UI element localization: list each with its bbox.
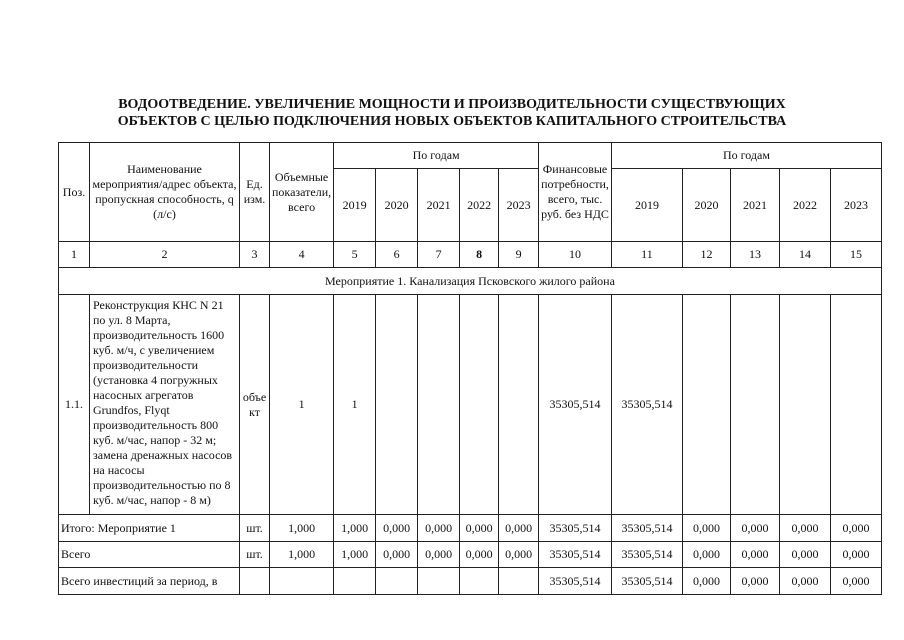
total-cell: 0,000	[779, 568, 830, 595]
col-number: 7	[418, 242, 460, 268]
col-number: 1	[59, 242, 90, 268]
total-cell: 0,000	[376, 542, 418, 568]
year-col: 2022	[460, 169, 499, 242]
table-row	[59, 295, 882, 515]
col-number: 3	[240, 242, 270, 268]
row-cell: 35305,514	[539, 295, 612, 515]
row-unit: объект	[240, 295, 270, 515]
total-cell: 0,000	[730, 568, 779, 595]
total-cell: 35305,514	[539, 515, 612, 542]
row-cell	[418, 295, 460, 515]
total-cell	[499, 568, 539, 595]
year-col: 2023	[499, 169, 539, 242]
header-name: Наименование мероприятия/адрес объекта, пропускная способность, q (л/с)	[90, 143, 240, 242]
col-number: 10	[539, 242, 612, 268]
title-line-2: ОБЪЕКТОВ С ЦЕЛЬЮ ПОДКЛЮЧЕНИЯ НОВЫХ ОБЪЕКТОВ КАПИТАЛЬНОГО СТРОИТЕЛЬСТВА	[117, 114, 787, 129]
row-cell: 35305,514	[611, 295, 682, 515]
total-label: Итого: Мероприятие 1	[59, 515, 240, 542]
total-cell	[334, 568, 376, 595]
total-cell: 0,000	[730, 542, 779, 568]
col-number: 11	[611, 242, 682, 268]
total-cell: 0,000	[376, 515, 418, 542]
total-cell: 0,000	[830, 542, 881, 568]
header-pos: Поз.	[59, 143, 90, 242]
year-col: 2019	[334, 169, 376, 242]
total-cell: 35305,514	[539, 568, 612, 595]
row-cell: 1	[334, 295, 376, 515]
header-finance: Финансовые потребности, всего, тыс. руб. без НДС	[539, 143, 612, 242]
total-cell: 1,000	[334, 515, 376, 542]
total-label: Всего	[59, 542, 240, 568]
total-row	[59, 515, 882, 542]
header-volume: Объемные показатели, всего	[270, 143, 334, 242]
total-cell: 35305,514	[611, 515, 682, 542]
document-title	[0, 96, 904, 130]
col-number: 14	[779, 242, 830, 268]
col-number: 5	[334, 242, 376, 268]
col-number: 12	[682, 242, 730, 268]
row-cell	[460, 295, 499, 515]
total-cell: 35305,514	[611, 542, 682, 568]
year-col: 2020	[376, 169, 418, 242]
total-cell: 0,000	[499, 542, 539, 568]
row-cell: 1	[270, 295, 334, 515]
year-col: 2023	[830, 169, 881, 242]
total-cell: 0,000	[830, 515, 881, 542]
row-cell	[499, 295, 539, 515]
investment-table	[58, 142, 882, 595]
total-cell: 35305,514	[539, 542, 612, 568]
header-by-years-1: По годам	[334, 143, 539, 169]
col-number: 4	[270, 242, 334, 268]
col-number: 9	[499, 242, 539, 268]
title-line-1: ВОДООТВЕДЕНИЕ. УВЕЛИЧЕНИЕ МОЩНОСТИ И ПРОИЗВОДИТЕЛЬНОСТИ СУЩЕСТВУЮЩИХ	[118, 97, 786, 112]
header-by-years-2: По годам	[611, 143, 881, 169]
total-cell: 0,000	[779, 515, 830, 542]
total-unit	[240, 568, 270, 595]
total-cell: 0,000	[460, 542, 499, 568]
total-row	[59, 542, 882, 568]
total-cell: 0,000	[730, 515, 779, 542]
col-number: 6	[376, 242, 418, 268]
total-cell: 0,000	[418, 542, 460, 568]
row-cell	[730, 295, 779, 515]
total-cell: 35305,514	[611, 568, 682, 595]
total-cell: 0,000	[418, 515, 460, 542]
total-cell	[270, 568, 334, 595]
total-cell: 1,000	[334, 542, 376, 568]
header-unit: Ед. изм.	[240, 143, 270, 242]
section-title: Мероприятие 1. Канализация Псковского жилого района	[59, 268, 882, 295]
column-number-row	[59, 242, 882, 268]
year-col: 2022	[779, 169, 830, 242]
row-cell	[830, 295, 881, 515]
total-cell: 0,000	[830, 568, 881, 595]
total-cell: 0,000	[682, 542, 730, 568]
row-pos: 1.1.	[59, 295, 90, 515]
total-label: Всего инвестиций за период, в	[59, 568, 240, 595]
total-cell: 0,000	[682, 568, 730, 595]
total-cell: 1,000	[270, 515, 334, 542]
year-col: 2021	[730, 169, 779, 242]
year-col: 2021	[418, 169, 460, 242]
total-cell: 0,000	[460, 515, 499, 542]
total-cell: 0,000	[499, 515, 539, 542]
row-description: Реконструкция КНС N 21 по ул. 8 Марта, производительность 1600 куб. м/ч, с увеличением производительности (установка 4 погружных насосных агрегатов Grundfos, Flyqt производительность 800 куб. м/час, напор - 32 м; замена дренажных насосов на насосы производительностью по 8 куб. м/час, напор - 8 м)	[90, 295, 240, 515]
row-cell	[682, 295, 730, 515]
total-cell: 1,000	[270, 542, 334, 568]
total-unit: шт.	[240, 515, 270, 542]
total-unit: шт.	[240, 542, 270, 568]
total-row	[59, 568, 882, 595]
col-number: 13	[730, 242, 779, 268]
year-col: 2020	[682, 169, 730, 242]
total-cell: 0,000	[682, 515, 730, 542]
year-col: 2019	[611, 169, 682, 242]
col-number: 8	[460, 242, 499, 268]
col-number: 2	[90, 242, 240, 268]
total-cell: 0,000	[779, 542, 830, 568]
row-cell	[779, 295, 830, 515]
row-cell	[376, 295, 418, 515]
total-cell	[460, 568, 499, 595]
total-cell	[376, 568, 418, 595]
col-number: 15	[830, 242, 881, 268]
total-cell	[418, 568, 460, 595]
